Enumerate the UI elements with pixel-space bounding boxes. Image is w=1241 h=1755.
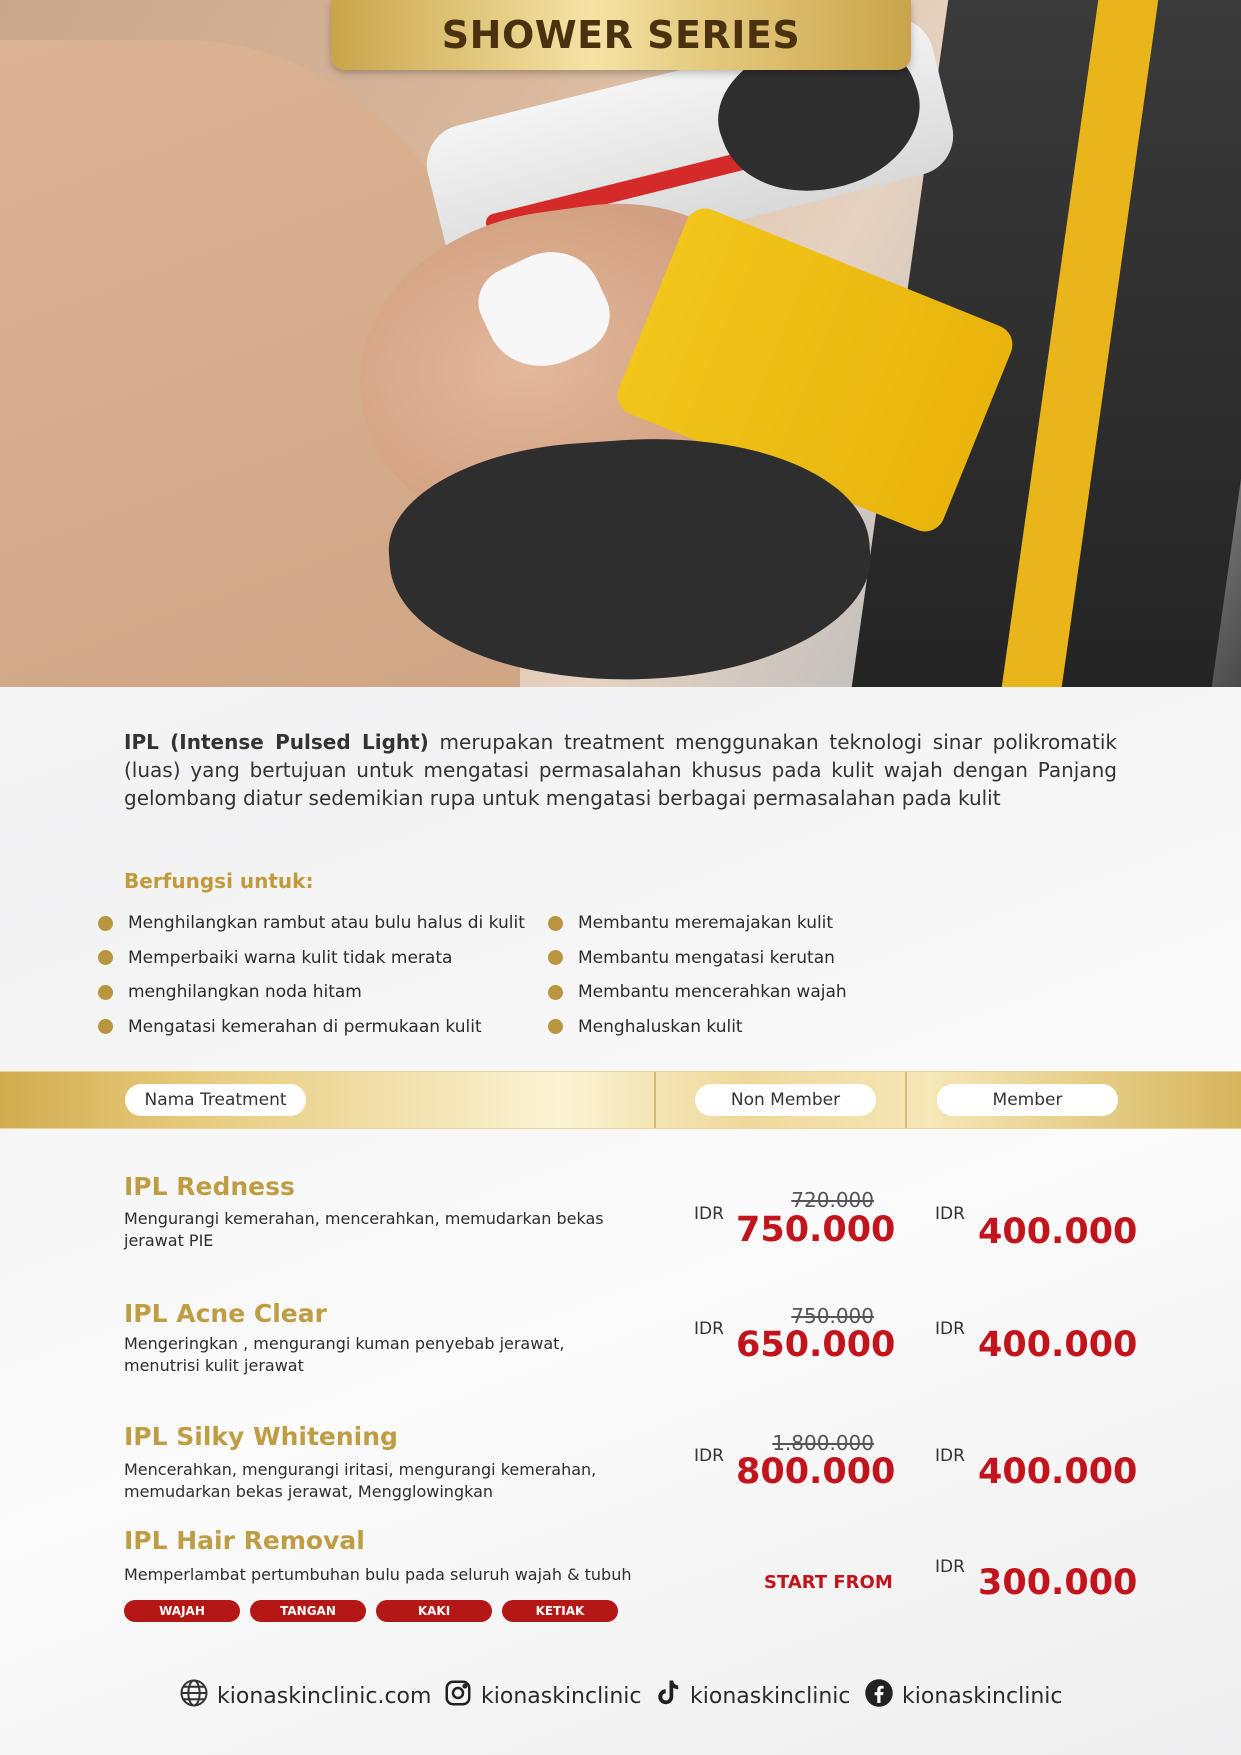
currency-label: IDR [935, 1557, 965, 1577]
area-tag: TANGAN [250, 1600, 366, 1622]
footer-instagram[interactable] [443, 1676, 641, 1716]
bullet-icon [98, 916, 113, 931]
list-item: Menghaluskan kulit [548, 1010, 847, 1045]
treatment-name: IPL Acne Clear [124, 1299, 327, 1328]
currency-label: IDR [694, 1204, 724, 1224]
globe-icon [179, 1678, 209, 1714]
treatment-name: IPL Hair Removal [124, 1526, 365, 1555]
hero-photo [0, 0, 1241, 687]
functions-list-right [548, 906, 847, 1044]
old-price: 720.000 [791, 1188, 874, 1212]
list-item: menghilangkan noda hitam [98, 975, 525, 1010]
treatment-desc: Mencerahkan, mengurangi iritasi, mengurangi kemerahan, memudarkan bekas jerawat, Mengglowingkan [124, 1460, 597, 1501]
treatment-desc: Mengeringkan , mengurangi kuman penyebab jerawat, menutrisi kulit jerawat [124, 1334, 565, 1375]
bullet-icon [548, 985, 563, 1000]
list-item: Menghilangkan rambut atau bulu halus di kulit [98, 906, 525, 941]
member-price: 400.000 [978, 1452, 1138, 1492]
member-price: 400.000 [978, 1325, 1138, 1365]
currency-label: IDR [694, 1319, 724, 1339]
list-item: Membantu mengatasi kerutan [548, 941, 847, 976]
header-treatment-name: Nama Treatment [125, 1084, 306, 1116]
website-link[interactable]: kionaskinclinic.com [217, 1683, 432, 1709]
price-table-header [0, 1071, 1241, 1129]
list-item: Membantu mencerahkan wajah [548, 975, 847, 1010]
tiktok-icon [652, 1678, 682, 1714]
area-tag: WAJAH [124, 1600, 240, 1622]
list-item: Mengatasi kemerahan di permukaan kulit [98, 1010, 525, 1045]
start-from-label: START FROM [764, 1572, 893, 1593]
bullet-icon [98, 1019, 113, 1034]
member-price: 300.000 [978, 1563, 1138, 1603]
divider [905, 1072, 907, 1128]
currency-label: IDR [935, 1319, 965, 1339]
treatment-name: IPL Silky Whitening [124, 1422, 398, 1451]
footer-tiktok[interactable] [652, 1676, 850, 1716]
area-tag: KETIAK [502, 1600, 618, 1622]
list-item: Membantu meremajakan kulit [548, 906, 847, 941]
currency-label: IDR [935, 1204, 965, 1224]
bullet-icon [98, 950, 113, 965]
instagram-link[interactable]: kionaskinclinic [481, 1683, 642, 1709]
non-member-price: 650.000 [736, 1325, 896, 1365]
treatment-desc: Mengurangi kemerahan, mencerahkan, memudarkan bekas jerawat PIE [124, 1209, 604, 1250]
currency-label: IDR [935, 1446, 965, 1466]
currency-label: IDR [694, 1446, 724, 1466]
non-member-price: 750.000 [736, 1210, 896, 1250]
facebook-icon [864, 1678, 894, 1714]
intro-paragraph [124, 728, 1117, 812]
header-member: Member [937, 1084, 1118, 1116]
area-tag: KAKI [376, 1600, 492, 1622]
bullet-icon [548, 1019, 563, 1034]
member-price: 400.000 [978, 1212, 1138, 1252]
treatment-name: IPL Redness [124, 1172, 295, 1201]
treatment-desc: Memperlambat pertumbuhan bulu pada seluruh wajah & tubuh [124, 1565, 632, 1584]
title-banner [331, 0, 911, 70]
functions-list-left [98, 906, 525, 1044]
functions-title: Berfungsi untuk: [124, 869, 314, 893]
instagram-icon [443, 1678, 473, 1714]
list-item: Memperbaiki warna kulit tidak merata [98, 941, 525, 976]
page-title: SHOWER SERIES [441, 13, 801, 57]
bullet-icon [98, 985, 113, 1000]
divider [654, 1072, 656, 1128]
footer-facebook[interactable] [864, 1676, 1062, 1716]
footer-website[interactable] [179, 1676, 431, 1716]
intro-text: merupakan treatment menggunakan teknologi sinar polikromatik (luas) yang bertujuan untuk mengatasi permasalahan khusus pada kulit wajah dengan Panjang gelombang diatur sedemikian rupa untuk mengatasi berbagai permasalahan pada kulit [124, 730, 1117, 810]
non-member-price: 800.000 [736, 1452, 896, 1492]
bullet-icon [548, 916, 563, 931]
old-price: 750.000 [791, 1304, 874, 1328]
intro-bold: IPL (Intense Pulsed Light) [124, 730, 429, 754]
bullet-icon [548, 950, 563, 965]
facebook-link[interactable]: kionaskinclinic [902, 1683, 1063, 1709]
tiktok-link[interactable]: kionaskinclinic [690, 1683, 851, 1709]
header-non-member: Non Member [695, 1084, 876, 1116]
old-price: 1.800.000 [772, 1431, 874, 1455]
